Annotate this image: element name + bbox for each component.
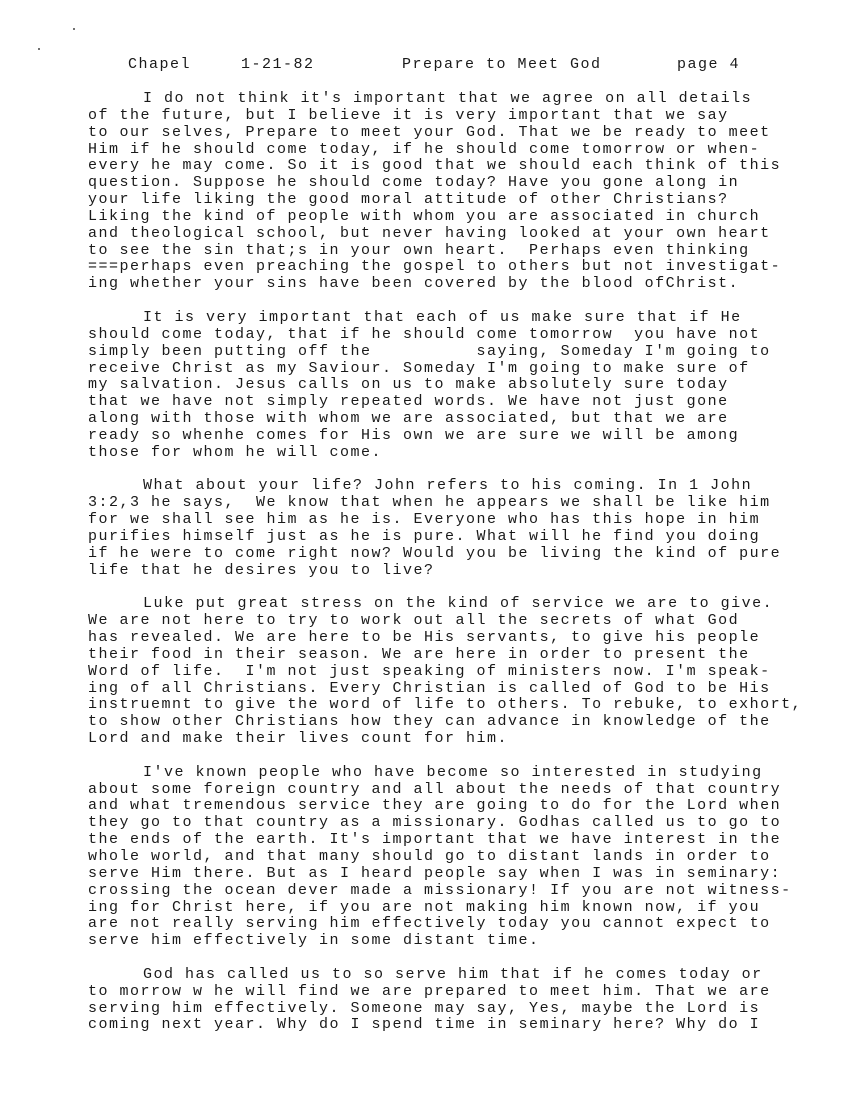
text-line: for we shall see him as he is. Everyone who has this hope in him [88, 511, 761, 529]
header-chapel: Chapel [128, 56, 192, 73]
text-line: those for whom he will come. [88, 443, 383, 461]
text-line: We are not here to try to work out all the secrets of what God [88, 612, 740, 630]
text-line: God has called us to so serve him that if he comes today or [143, 965, 763, 983]
text-line: ing for Christ here, if you are not making him known now, if you [88, 898, 761, 916]
text-line: every he may come. So it is good that we should each think of this [88, 157, 782, 175]
header-date: 1-21-82 [241, 56, 315, 73]
text-line: to morrow w he will find we are prepared to meet him. That we are [88, 982, 771, 1000]
text-line: receive Christ as my Saviour. Someday I'm going to make sure of [88, 359, 750, 377]
text-line: has revealed. We are here to be His servants, to give his people [88, 629, 761, 646]
paragraph [88, 765, 802, 950]
text-line: ing whether your sins have been covered by the blood ofChrist. [88, 275, 740, 293]
paragraph [88, 478, 802, 579]
text-line: serve Him there. But as I heard people say when I was in seminary: [88, 864, 782, 882]
text-line: Word of life. I'm not just speaking of ministers now. I'm speak- [88, 662, 771, 680]
paragraph [88, 596, 802, 748]
text-line: about some foreign country and all about the needs of that country [88, 780, 782, 798]
paragraph [88, 310, 802, 462]
text-line: ing of all Christians. Every Christian is called of God to be His [88, 679, 771, 697]
text-line: of the future, but I believe it is very important that we say [88, 106, 729, 124]
text-line: Luke put great stress on the kind of service we are to give. [143, 595, 774, 613]
text-line: serve him effectively in some distant time. [88, 932, 540, 950]
header-title: Prepare to Meet God [402, 56, 602, 73]
text-line: Him if he should come today, if he should come tomorrow or when- [88, 140, 761, 158]
text-line: question. Suppose he should come today? Have you gone along in [88, 174, 740, 192]
text-line: purifies himself just as he is pure. What will he find you doing [88, 527, 761, 545]
text-line: simply been putting off the saying, Someday I'm going to [88, 342, 771, 360]
text-line: if he were to come right now? Would you be living the kind of pure [88, 544, 782, 562]
text-line: I do not think it's important that we agree on all details [143, 90, 753, 107]
text-line: 3:2,3 he says, We know that when he appears we shall be like him [88, 494, 771, 512]
text-line: ready so whenhe comes for His own we are sure we will be among [88, 426, 740, 444]
paragraph [88, 91, 802, 293]
text-line: Lord and make their lives count for him. [88, 730, 509, 748]
text-line: instruemnt to give the word of life to others. To rebuke, to exhort, [88, 696, 803, 714]
text-line: they go to that country as a missionary. Godhas called us to go to [88, 814, 782, 832]
text-line: ===perhaps even preaching the gospel to others but not investigat- [88, 258, 782, 276]
text-line: to see the sin that;s in your own heart. Perhaps even thinking [88, 241, 750, 259]
text-line: are not really serving him effectively today you cannot expect to [88, 915, 771, 933]
text-line: should come today, that if he should come tomorrow you have not [88, 325, 761, 343]
text-line: crossing the ocean dever made a missionary! If you are not witness- [88, 881, 792, 899]
document-body [88, 91, 802, 1051]
scan-speck [73, 28, 75, 30]
text-line: I've known people who have become so interested in studying [143, 763, 763, 781]
text-line: What about your life? John refers to his coming. In 1 John [143, 477, 753, 495]
text-line: that we have not simply repeated words. We have not just gone [88, 393, 729, 411]
text-line: Liking the kind of people with whom you are associated in church [88, 207, 761, 225]
text-line: along with those with whom we are associated, but that we are [88, 410, 729, 428]
text-line: life that he desires you to live? [88, 561, 435, 579]
text-line: your life liking the good moral attitude of other Christians? [88, 191, 729, 209]
text-line: my salvation. Jesus calls on us to make absolutely sure today [88, 376, 729, 394]
text-line: coming next year. Why do I spend time in seminary here? Why do I [88, 1016, 761, 1034]
paragraph [88, 967, 802, 1034]
text-line: to our selves, Prepare to meet your God. That we be ready to meet [88, 123, 771, 141]
text-line: and theological school, but never having looked at your own heart [88, 224, 771, 242]
text-line: serving him effectively. Someone may say, Yes, maybe the Lord is [88, 999, 761, 1017]
text-line: the ends of the earth. It's important that we have interest in the [88, 831, 782, 849]
text-line: and what tremendous service they are going to do for the Lord when [88, 797, 782, 815]
text-line: It is very important that each of us make sure that if He [143, 308, 742, 326]
scan-speck [38, 48, 40, 50]
text-line: whole world, and that many should go to distant lands in order to [88, 847, 771, 865]
header-page-number: page 4 [677, 56, 741, 73]
text-line: to show other Christians how they can advance in knowledge of the [88, 713, 771, 731]
text-line: their food in their season. We are here in order to present the [88, 645, 750, 663]
